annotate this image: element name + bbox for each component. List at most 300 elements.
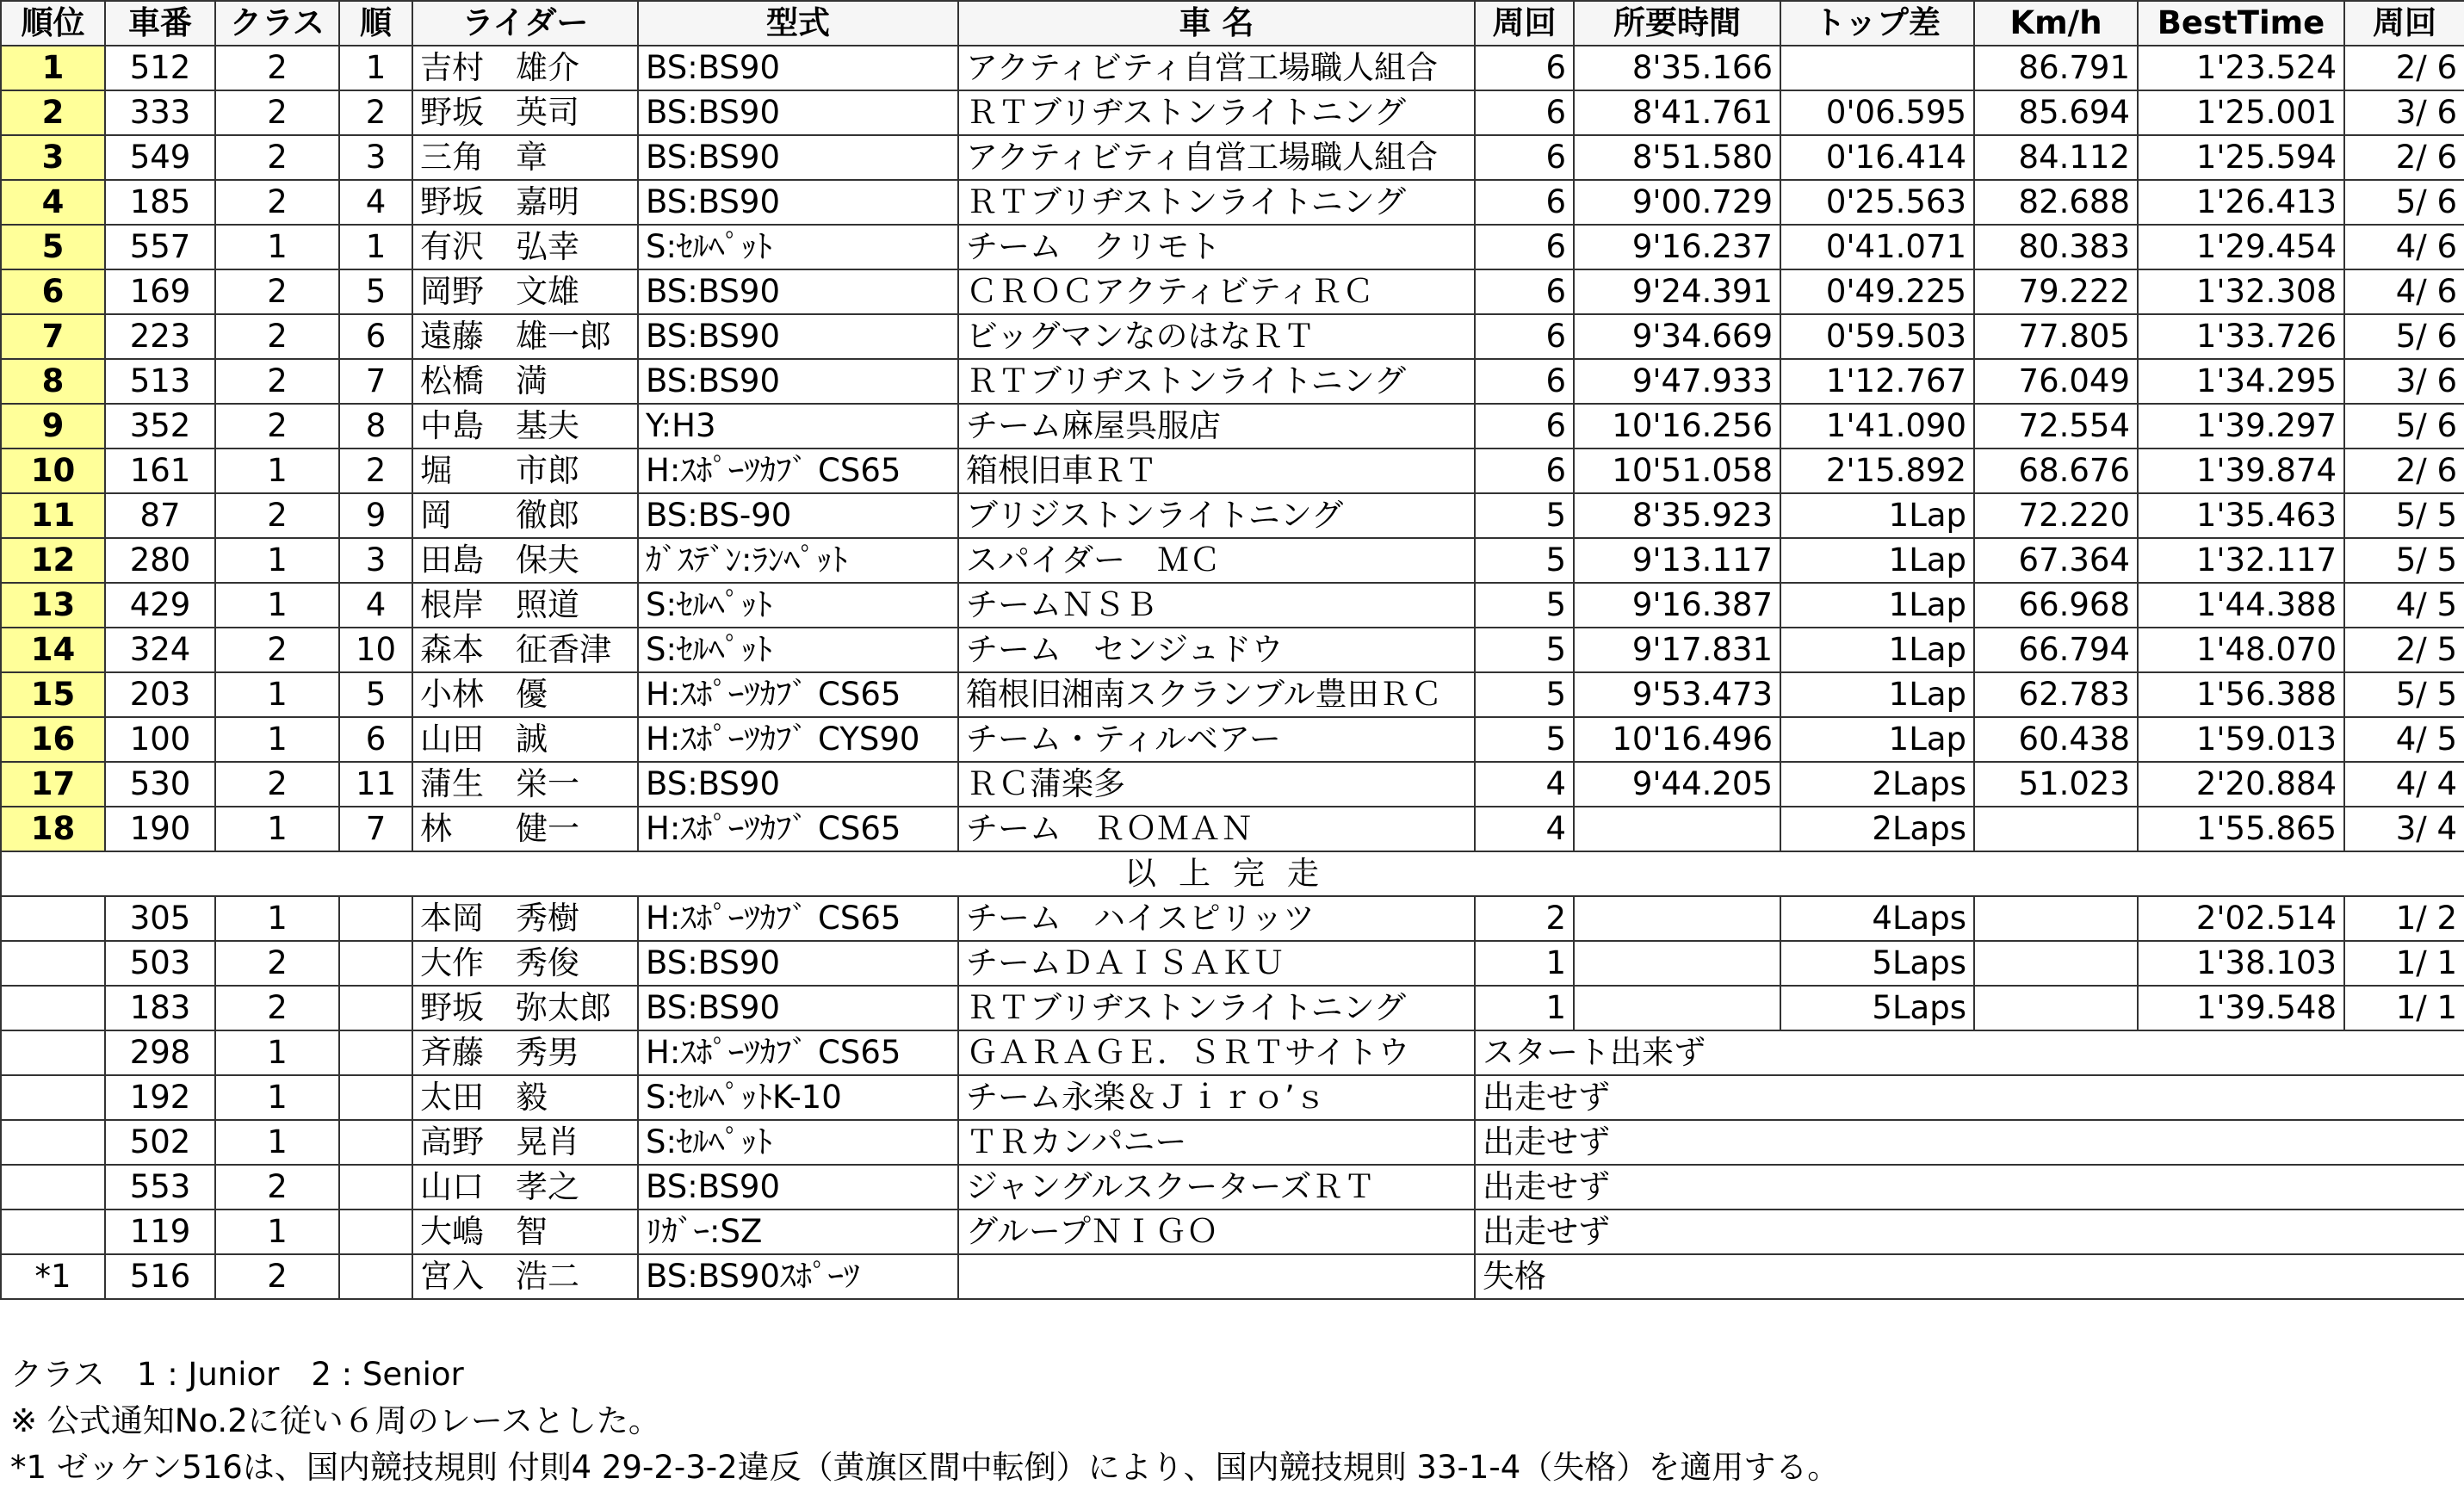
class-cell: 2 <box>215 628 339 672</box>
table-row <box>1 46 2464 90</box>
class-cell: 1 <box>215 672 339 717</box>
best-lap-cell: 1/ 1 <box>2344 986 2464 1030</box>
model-cell: H:ｽﾎﾟｰﾂｶﾌﾞ CYS90 <box>638 717 958 762</box>
table-row <box>1 941 2464 986</box>
class-rank-cell: 1 <box>339 225 412 269</box>
table-row <box>1 449 2464 493</box>
laps-cell: 5 <box>1475 717 1574 762</box>
class-rank-cell: 8 <box>339 404 412 449</box>
car-number-cell: 502 <box>105 1120 215 1165</box>
time-cell <box>1574 986 1780 1030</box>
class-cell: 2 <box>215 135 339 180</box>
car-number-cell: 87 <box>105 493 215 538</box>
car-number-cell: 512 <box>105 46 215 90</box>
team-cell: アクティビティ自営工場職人組合 <box>958 135 1475 180</box>
best-time-cell: 2'20.884 <box>2138 762 2344 807</box>
gap-cell: 0'41.071 <box>1780 225 1974 269</box>
rank-cell <box>1 1075 105 1120</box>
rank-cell <box>1 1120 105 1165</box>
best-lap-cell: 1/ 1 <box>2344 941 2464 986</box>
model-cell: S:ｾﾙﾍﾟｯﾄ <box>638 583 958 628</box>
rider-cell: 斉藤 秀男 <box>412 1030 638 1075</box>
laps-cell: 6 <box>1475 404 1574 449</box>
best-lap-cell: 4/ 5 <box>2344 717 2464 762</box>
time-cell: 9'47.933 <box>1574 359 1780 404</box>
best-time-cell: 1'32.117 <box>2138 538 2344 583</box>
best-time-cell: 1'39.548 <box>2138 986 2344 1030</box>
model-cell: H:ｽﾎﾟｰﾂｶﾌﾞ CS65 <box>638 449 958 493</box>
time-cell <box>1574 896 1780 941</box>
car-number-cell: 203 <box>105 672 215 717</box>
table-row <box>1 1075 2464 1120</box>
rider-cell: 蒲生 栄一 <box>412 762 638 807</box>
model-cell: ﾘｶﾞｰ:SZ <box>638 1210 958 1254</box>
gap-cell: 1'41.090 <box>1780 404 1974 449</box>
time-cell: 9'16.237 <box>1574 225 1780 269</box>
best-lap-cell: 4/ 6 <box>2344 225 2464 269</box>
rider-cell: 岡野 文雄 <box>412 269 638 314</box>
best-lap-cell: 1/ 2 <box>2344 896 2464 941</box>
rider-cell: 森本 征香津 <box>412 628 638 672</box>
rank-cell <box>1 986 105 1030</box>
model-cell: BS:BS90 <box>638 46 958 90</box>
gap-cell: 0'25.563 <box>1780 180 1974 225</box>
car-number-cell: 513 <box>105 359 215 404</box>
best-time-cell: 1'25.001 <box>2138 90 2344 135</box>
class-rank-cell <box>339 896 412 941</box>
laps-cell: 1 <box>1475 986 1574 1030</box>
car-number-cell: 161 <box>105 449 215 493</box>
header-best-lap: 周回 <box>2344 1 2464 46</box>
team-cell: スパイダー ＭＣ <box>958 538 1475 583</box>
class-cell: 1 <box>215 583 339 628</box>
status-cell: 失格 <box>1475 1254 2464 1299</box>
header-speed: Km/h <box>1974 1 2138 46</box>
laps-cell: 5 <box>1475 493 1574 538</box>
separator-label: 以上完走 <box>1 851 2464 896</box>
rank-cell: 2 <box>1 90 105 135</box>
speed-cell <box>1974 941 2138 986</box>
team-cell: アクティビティ自営工場職人組合 <box>958 46 1475 90</box>
header-class: クラス <box>215 1 339 46</box>
class-cell: 1 <box>215 717 339 762</box>
rider-cell: 林 健一 <box>412 807 638 851</box>
team-cell: チーム ハイスピリッツ <box>958 896 1475 941</box>
table-row <box>1 1254 2464 1299</box>
best-lap-cell: 5/ 5 <box>2344 672 2464 717</box>
header-laps: 周回 <box>1475 1 1574 46</box>
model-cell: BS:BS90 <box>638 180 958 225</box>
rider-cell: 野坂 弥太郎 <box>412 986 638 1030</box>
class-cell: 2 <box>215 46 339 90</box>
gap-cell: 1Lap <box>1780 628 1974 672</box>
model-cell: BS:BS90 <box>638 986 958 1030</box>
best-lap-cell: 2/ 6 <box>2344 135 2464 180</box>
gap-cell: 2Laps <box>1780 762 1974 807</box>
rider-cell: 山口 孝之 <box>412 1165 638 1210</box>
best-time-cell: 1'38.103 <box>2138 941 2344 986</box>
penalty-note: *1 ゼッケン516は、国内競技規則 付則4 29-2-3-2違反（黄旗区間中転倒）により、国内競技規則 33-1-4（失格）を適用する。 <box>10 1449 1840 1486</box>
gap-cell <box>1780 46 1974 90</box>
class-cell: 1 <box>215 1120 339 1165</box>
model-cell: S:ｾﾙﾍﾟｯﾄK-10 <box>638 1075 958 1120</box>
time-cell: 10'51.058 <box>1574 449 1780 493</box>
rank-cell: 6 <box>1 269 105 314</box>
car-number-cell: 503 <box>105 941 215 986</box>
best-time-cell: 1'56.388 <box>2138 672 2344 717</box>
class-rank-cell: 4 <box>339 180 412 225</box>
rider-cell: 野坂 英司 <box>412 90 638 135</box>
class-rank-cell: 7 <box>339 359 412 404</box>
car-number-cell: 549 <box>105 135 215 180</box>
rider-cell: 山田 誠 <box>412 717 638 762</box>
speed-cell: 82.688 <box>1974 180 2138 225</box>
table-row <box>1 762 2464 807</box>
table-row <box>1 225 2464 269</box>
best-time-cell: 1'23.524 <box>2138 46 2344 90</box>
best-time-cell: 1'55.865 <box>2138 807 2344 851</box>
header-rank: 順位 <box>1 1 105 46</box>
team-cell: チームＤＡＩＳＡＫＵ <box>958 941 1475 986</box>
status-cell: スタート出来ず <box>1475 1030 2464 1075</box>
rank-cell: 7 <box>1 314 105 359</box>
table-row <box>1 986 2464 1030</box>
header-class-rank: 順 <box>339 1 412 46</box>
time-cell: 10'16.256 <box>1574 404 1780 449</box>
rank-cell: 5 <box>1 225 105 269</box>
car-number-cell: 429 <box>105 583 215 628</box>
best-lap-cell: 5/ 6 <box>2344 404 2464 449</box>
gap-cell: 0'16.414 <box>1780 135 1974 180</box>
rank-cell <box>1 1030 105 1075</box>
rider-cell: 遠藤 雄一郎 <box>412 314 638 359</box>
class-cell: 2 <box>215 986 339 1030</box>
team-cell: ジャングルスクーターズＲＴ <box>958 1165 1475 1210</box>
speed-cell: 84.112 <box>1974 135 2138 180</box>
class-cell: 1 <box>215 225 339 269</box>
class-rank-cell: 7 <box>339 807 412 851</box>
team-cell: チーム センジュドウ <box>958 628 1475 672</box>
team-cell: ＲＴブリヂストンライトニング <box>958 986 1475 1030</box>
class-cell: 1 <box>215 1030 339 1075</box>
rider-cell: 大作 秀俊 <box>412 941 638 986</box>
speed-cell <box>1974 807 2138 851</box>
team-cell: ＲＣ蒲楽多 <box>958 762 1475 807</box>
best-time-cell: 1'39.874 <box>2138 449 2344 493</box>
best-time-cell: 1'33.726 <box>2138 314 2344 359</box>
status-cell: 出走せず <box>1475 1075 2464 1120</box>
best-time-cell: 1'29.454 <box>2138 225 2344 269</box>
class-cell: 1 <box>215 538 339 583</box>
class-rank-cell <box>339 1030 412 1075</box>
gap-cell: 1Lap <box>1780 493 1974 538</box>
laps-cell: 6 <box>1475 449 1574 493</box>
team-cell: ＲＴブリヂストンライトニング <box>958 90 1475 135</box>
time-cell: 9'16.387 <box>1574 583 1780 628</box>
header-row <box>1 1 2464 46</box>
table-row <box>1 717 2464 762</box>
model-cell: BS:BS90 <box>638 1165 958 1210</box>
best-time-cell: 1'44.388 <box>2138 583 2344 628</box>
laps-cell: 6 <box>1475 269 1574 314</box>
rider-cell: 本岡 秀樹 <box>412 896 638 941</box>
class-rank-cell <box>339 1120 412 1165</box>
team-cell: ＣＲＯＣアクティビティＲＣ <box>958 269 1475 314</box>
rider-cell: 三角 章 <box>412 135 638 180</box>
model-cell: H:ｽﾎﾟｰﾂｶﾌﾞ CS65 <box>638 896 958 941</box>
class-rank-cell: 5 <box>339 269 412 314</box>
table-row <box>1 1030 2464 1075</box>
time-cell: 9'34.669 <box>1574 314 1780 359</box>
team-cell: 箱根旧車ＲＴ <box>958 449 1475 493</box>
table-row <box>1 896 2464 941</box>
table-row <box>1 538 2464 583</box>
best-lap-cell: 4/ 4 <box>2344 762 2464 807</box>
rider-cell: 宮入 浩二 <box>412 1254 638 1299</box>
class-rank-cell <box>339 1210 412 1254</box>
class-rank-cell: 9 <box>339 493 412 538</box>
laps-cell: 5 <box>1475 583 1574 628</box>
class-legend: クラス 1 : Junior 2 : Senior <box>10 1356 464 1393</box>
team-cell: チーム ＲＯＭＡＮ <box>958 807 1475 851</box>
team-cell: ＲＴブリヂストンライトニング <box>958 180 1475 225</box>
time-cell: 9'13.117 <box>1574 538 1780 583</box>
laps-cell: 6 <box>1475 359 1574 404</box>
gap-cell: 2'15.892 <box>1780 449 1974 493</box>
speed-cell: 66.968 <box>1974 583 2138 628</box>
model-cell: BS:BS90 <box>638 359 958 404</box>
team-cell: チームＮＳＢ <box>958 583 1475 628</box>
car-number-cell: 516 <box>105 1254 215 1299</box>
rank-cell: 13 <box>1 583 105 628</box>
notice-note: ※ 公式通知No.2に従い６周のレースとした。 <box>10 1402 660 1439</box>
best-lap-cell: 4/ 6 <box>2344 269 2464 314</box>
model-cell: H:ｽﾎﾟｰﾂｶﾌﾞ CS65 <box>638 672 958 717</box>
speed-cell: 86.791 <box>1974 46 2138 90</box>
team-cell: ビッグマンなのはなＲＴ <box>958 314 1475 359</box>
table-row <box>1 1210 2464 1254</box>
gap-cell: 1Lap <box>1780 583 1974 628</box>
table-row <box>1 1120 2464 1165</box>
best-lap-cell: 5/ 6 <box>2344 314 2464 359</box>
class-rank-cell: 3 <box>339 538 412 583</box>
team-cell: チーム永楽＆Ｊｉｒｏ’ｓ <box>958 1075 1475 1120</box>
time-cell: 9'00.729 <box>1574 180 1780 225</box>
rider-cell: 中島 基夫 <box>412 404 638 449</box>
rider-cell: 吉村 雄介 <box>412 46 638 90</box>
class-cell: 2 <box>215 359 339 404</box>
best-time-cell: 1'39.297 <box>2138 404 2344 449</box>
class-rank-cell: 10 <box>339 628 412 672</box>
class-rank-cell: 5 <box>339 672 412 717</box>
gap-cell: 1Lap <box>1780 538 1974 583</box>
rank-cell: 17 <box>1 762 105 807</box>
car-number-cell: 305 <box>105 896 215 941</box>
laps-cell: 6 <box>1475 180 1574 225</box>
rider-cell: 堀 市郎 <box>412 449 638 493</box>
header-car-number: 車番 <box>105 1 215 46</box>
finishers-separator <box>1 851 2464 896</box>
best-time-cell: 1'59.013 <box>2138 717 2344 762</box>
table-row <box>1 1165 2464 1210</box>
car-number-cell: 183 <box>105 986 215 1030</box>
rider-cell: 大嶋 智 <box>412 1210 638 1254</box>
best-lap-cell: 3/ 6 <box>2344 359 2464 404</box>
time-cell: 8'35.923 <box>1574 493 1780 538</box>
laps-cell: 5 <box>1475 672 1574 717</box>
speed-cell: 85.694 <box>1974 90 2138 135</box>
laps-cell: 6 <box>1475 225 1574 269</box>
class-cell: 2 <box>215 180 339 225</box>
rank-cell <box>1 941 105 986</box>
laps-cell: 2 <box>1475 896 1574 941</box>
speed-cell: 67.364 <box>1974 538 2138 583</box>
rider-cell: 有沢 弘幸 <box>412 225 638 269</box>
table-row <box>1 135 2464 180</box>
team-cell: チーム麻屋呉服店 <box>958 404 1475 449</box>
speed-cell: 72.554 <box>1974 404 2138 449</box>
class-cell: 1 <box>215 1210 339 1254</box>
car-number-cell: 553 <box>105 1165 215 1210</box>
time-cell: 9'24.391 <box>1574 269 1780 314</box>
table-row <box>1 180 2464 225</box>
model-cell: BS:BS90 <box>638 941 958 986</box>
table-row <box>1 628 2464 672</box>
best-lap-cell: 3/ 6 <box>2344 90 2464 135</box>
header-gap: トップ差 <box>1780 1 1974 46</box>
rank-cell: 18 <box>1 807 105 851</box>
class-rank-cell: 3 <box>339 135 412 180</box>
best-lap-cell: 5/ 5 <box>2344 538 2464 583</box>
speed-cell: 66.794 <box>1974 628 2138 672</box>
rider-cell: 田島 保夫 <box>412 538 638 583</box>
rank-cell <box>1 896 105 941</box>
table-row <box>1 404 2464 449</box>
best-time-cell: 1'34.295 <box>2138 359 2344 404</box>
speed-cell: 79.222 <box>1974 269 2138 314</box>
model-cell: S:ｾﾙﾍﾟｯﾄ <box>638 225 958 269</box>
header-team-name: 車 名 <box>958 1 1475 46</box>
car-number-cell: 119 <box>105 1210 215 1254</box>
class-cell: 2 <box>215 90 339 135</box>
speed-cell: 68.676 <box>1974 449 2138 493</box>
laps-cell: 6 <box>1475 314 1574 359</box>
status-cell: 出走せず <box>1475 1120 2464 1165</box>
laps-cell: 4 <box>1475 762 1574 807</box>
time-cell: 8'35.166 <box>1574 46 1780 90</box>
best-lap-cell: 5/ 5 <box>2344 493 2464 538</box>
laps-cell: 6 <box>1475 135 1574 180</box>
time-cell: 9'44.205 <box>1574 762 1780 807</box>
class-rank-cell: 4 <box>339 583 412 628</box>
footer-notes <box>0 1352 2462 1491</box>
header-rider: ライダー <box>412 1 638 46</box>
speed-cell: 60.438 <box>1974 717 2138 762</box>
car-number-cell: 185 <box>105 180 215 225</box>
car-number-cell: 324 <box>105 628 215 672</box>
gap-cell: 0'59.503 <box>1780 314 1974 359</box>
time-cell: 10'16.496 <box>1574 717 1780 762</box>
laps-cell: 5 <box>1475 538 1574 583</box>
best-lap-cell: 5/ 6 <box>2344 180 2464 225</box>
time-cell: 9'53.473 <box>1574 672 1780 717</box>
rank-cell: 9 <box>1 404 105 449</box>
class-rank-cell: 1 <box>339 46 412 90</box>
time-cell: 8'41.761 <box>1574 90 1780 135</box>
class-cell: 1 <box>215 449 339 493</box>
class-cell: 2 <box>215 269 339 314</box>
class-rank-cell: 2 <box>339 449 412 493</box>
best-lap-cell: 3/ 4 <box>2344 807 2464 851</box>
rank-cell: 11 <box>1 493 105 538</box>
laps-cell: 5 <box>1475 628 1574 672</box>
gap-cell: 1Lap <box>1780 717 1974 762</box>
table-row <box>1 269 2464 314</box>
model-cell: BS:BS90 <box>638 269 958 314</box>
car-number-cell: 333 <box>105 90 215 135</box>
table-row <box>1 359 2464 404</box>
table-row <box>1 583 2464 628</box>
gap-cell: 5Laps <box>1780 941 1974 986</box>
car-number-cell: 223 <box>105 314 215 359</box>
team-cell: ブリジストンライトニング <box>958 493 1475 538</box>
speed-cell: 72.220 <box>1974 493 2138 538</box>
car-number-cell: 352 <box>105 404 215 449</box>
model-cell: BS:BS90 <box>638 90 958 135</box>
class-cell: 2 <box>215 941 339 986</box>
status-cell: 出走せず <box>1475 1165 2464 1210</box>
model-cell: H:ｽﾎﾟｰﾂｶﾌﾞ CS65 <box>638 807 958 851</box>
speed-cell: 76.049 <box>1974 359 2138 404</box>
team-cell: グループＮＩＧＯ <box>958 1210 1475 1254</box>
laps-cell: 6 <box>1475 46 1574 90</box>
table-row <box>1 807 2464 851</box>
model-cell: BS:BS90ｽﾎﾟｰﾂ <box>638 1254 958 1299</box>
car-number-cell: 557 <box>105 225 215 269</box>
car-number-cell: 280 <box>105 538 215 583</box>
gap-cell: 5Laps <box>1780 986 1974 1030</box>
best-time-cell: 2'02.514 <box>2138 896 2344 941</box>
class-rank-cell: 11 <box>339 762 412 807</box>
time-cell: 8'51.580 <box>1574 135 1780 180</box>
best-lap-cell: 4/ 5 <box>2344 583 2464 628</box>
car-number-cell: 190 <box>105 807 215 851</box>
rider-cell: 野坂 嘉明 <box>412 180 638 225</box>
team-cell: 箱根旧湘南スクランブル豊田ＲＣ <box>958 672 1475 717</box>
table-row <box>1 314 2464 359</box>
best-time-cell: 1'26.413 <box>2138 180 2344 225</box>
table-row <box>1 672 2464 717</box>
rank-cell <box>1 1165 105 1210</box>
class-rank-cell: 6 <box>339 314 412 359</box>
rank-cell: 14 <box>1 628 105 672</box>
table-row <box>1 493 2464 538</box>
rider-cell: 根岸 照道 <box>412 583 638 628</box>
time-cell <box>1574 941 1780 986</box>
header-model: 型式 <box>638 1 958 46</box>
speed-cell: 80.383 <box>1974 225 2138 269</box>
gap-cell: 2Laps <box>1780 807 1974 851</box>
class-cell: 1 <box>215 1075 339 1120</box>
class-rank-cell <box>339 1165 412 1210</box>
team-cell: チーム・ティルベアー <box>958 717 1475 762</box>
rank-cell: 4 <box>1 180 105 225</box>
car-number-cell: 530 <box>105 762 215 807</box>
car-number-cell: 298 <box>105 1030 215 1075</box>
model-cell: S:ｾﾙﾍﾟｯﾄ <box>638 1120 958 1165</box>
rank-cell: 12 <box>1 538 105 583</box>
header-total-time: 所要時間 <box>1574 1 1780 46</box>
